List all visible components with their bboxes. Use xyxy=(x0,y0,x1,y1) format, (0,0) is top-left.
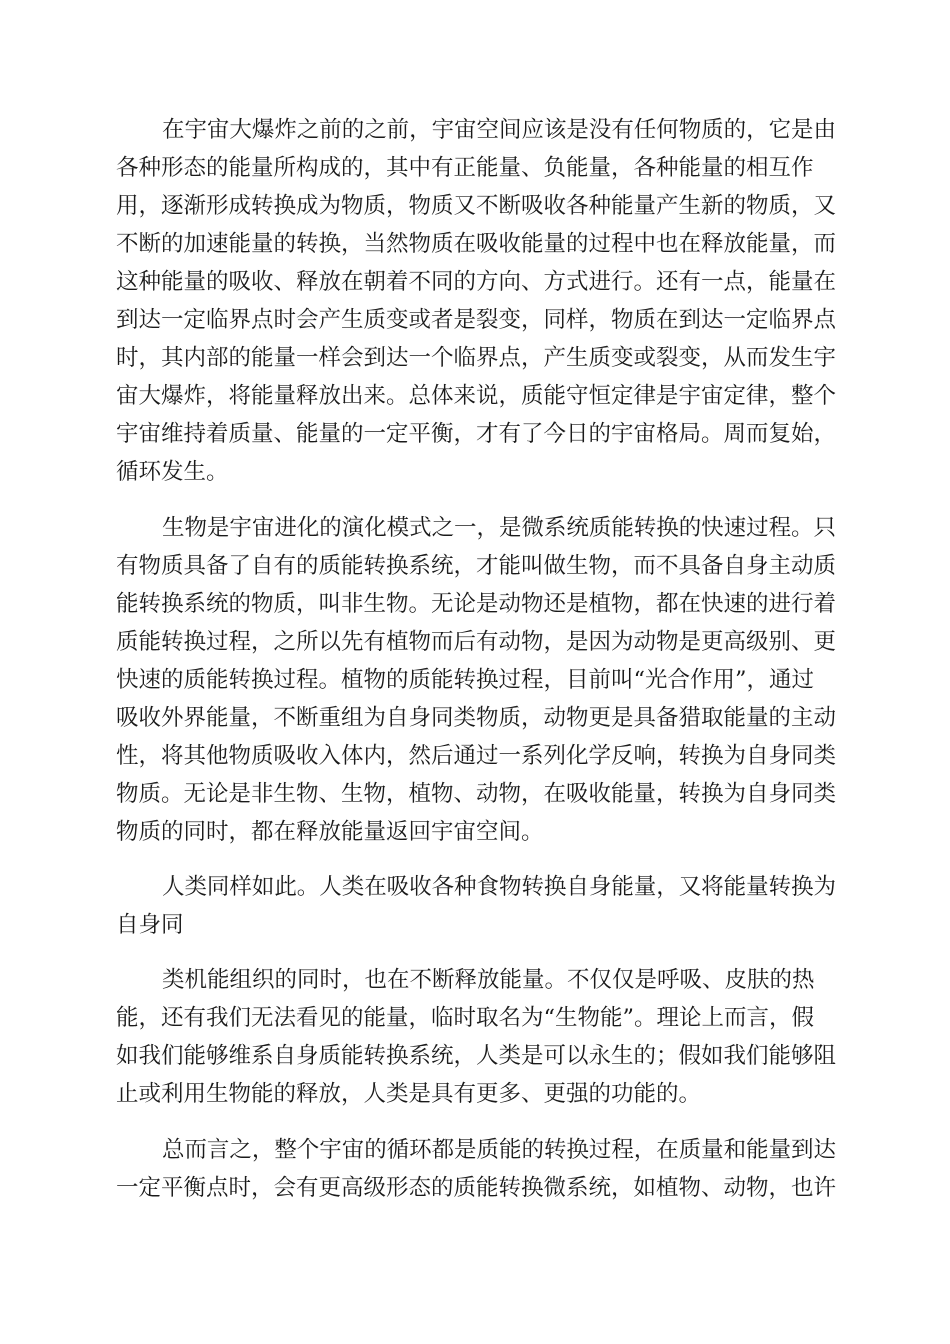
text-line: 不断的加速能量的转换，当然物质在吸收能量的过程中也在释放能量，而 xyxy=(116,231,837,257)
text-line: 在宇宙大爆炸之前的之前，宇宙空间应该是没有任何物质的，它是由 xyxy=(162,117,836,143)
text-line: 如我们能够维系自身质能转换系统，人类是可以永生的；假如我们能够阻 xyxy=(116,1043,837,1069)
text-line: 人类同样如此。人类在吸收各种食物转换自身能量，又将能量转换为 xyxy=(162,874,836,900)
text-line: 自身同 xyxy=(116,912,184,938)
text-line: 宙大爆炸，将能量释放出来。总体来说，质能守恒定律是宇宙定律，整个 xyxy=(116,383,837,409)
text-line: 时，其内部的能量一样会到达一个临界点，产生质变或裂变，从而发生宇 xyxy=(116,345,837,371)
text-line: 吸收外界能量，不断重组为自身同类物质，动物更是具备猎取能量的主动 xyxy=(116,705,837,731)
text-line: 性，将其他物质吸收入体内，然后通过一系列化学反响，转换为自身同类 xyxy=(116,743,837,769)
text-line: 止或利用生物能的释放，人类是具有更多、更强的功能的。 xyxy=(116,1081,702,1107)
text-line: 物质。无论是非生物、生物，植物、动物，在吸收能量，转换为自身同类 xyxy=(116,781,837,807)
text-line: 能转换系统的物质，叫非生物。无论是动物还是植物，都在快速的进行着 xyxy=(116,591,837,617)
text-line: 快速的质能转换过程。植物的质能转换过程，目前叫“光合作用”，通过 xyxy=(116,667,815,693)
text-line: 有物质具备了自有的质能转换系统，才能叫做生物，而不具备自身主动质 xyxy=(116,553,837,579)
text-line: 这种能量的吸收、释放在朝着不同的方向、方式进行。还有一点，能量在 xyxy=(116,269,837,295)
text-line: 能，还有我们无法看见的能量，临时取名为“生物能”。理论上而言，假 xyxy=(116,1005,815,1031)
text-line: 宇宙维持着质量、能量的一定平衡，才有了今日的宇宙格局。周而复始， xyxy=(116,421,837,447)
text-line: 类机能组织的同时，也在不断释放能量。不仅仅是呼吸、皮肤的热 xyxy=(162,967,815,993)
text-line: 总而言之，整个宇宙的循环都是质能的转换过程，在质量和能量到达 xyxy=(162,1137,836,1163)
text-line: 质能转换过程，之所以先有植物而后有动物，是因为动物是更高级别、更 xyxy=(116,629,837,655)
text-line: 循环发生。 xyxy=(116,459,229,485)
text-line: 物质的同时，都在释放能量返回宇宙空间。 xyxy=(116,819,544,845)
text-line: 一定平衡点时，会有更高级形态的质能转换微系统，如植物、动物，也许 xyxy=(116,1175,837,1201)
text-line: 用，逐渐形成转换成为物质，物质又不断吸收各种能量产生新的物质，又 xyxy=(116,193,837,219)
text-line: 生物是宇宙进化的演化模式之一，是微系统质能转换的快速过程。只 xyxy=(162,515,836,541)
text-line: 各种形态的能量所构成的，其中有正能量、负能量，各种能量的相互作 xyxy=(116,155,814,181)
text-line: 到达一定临界点时会产生质变或者是裂变，同样，物质在到达一定临界点 xyxy=(116,307,837,333)
